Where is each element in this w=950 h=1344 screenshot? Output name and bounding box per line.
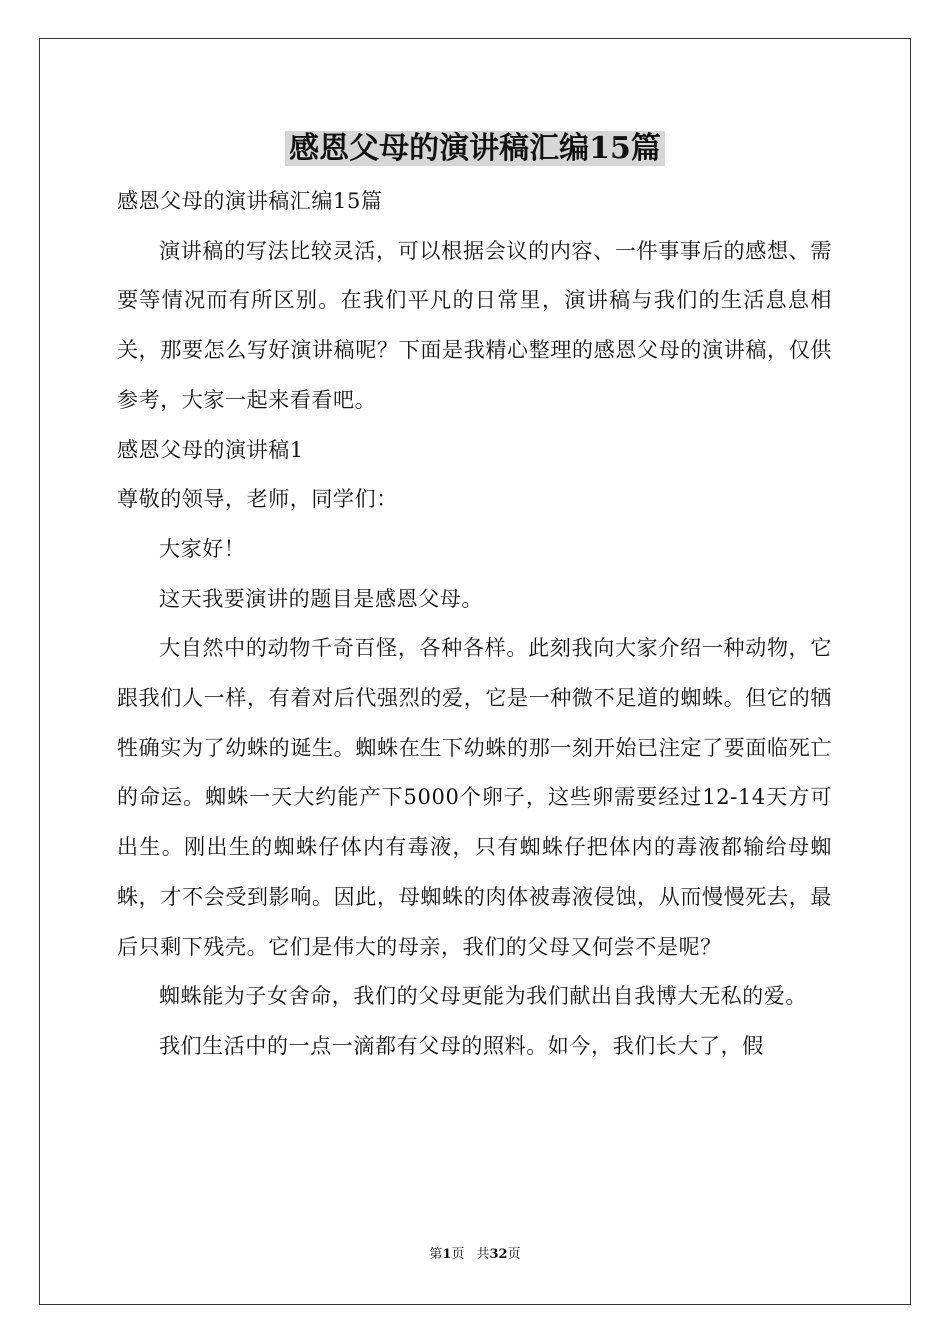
document-title-text: 感恩父母的演讲稿汇编15篇 — [285, 131, 665, 166]
paragraph-care: 我们生活中的一点一滴都有父母的照料。如今，我们长大了，假 — [159, 1033, 764, 1058]
footer-page-number: 1 — [442, 1247, 452, 1262]
section-heading: 感恩父母的演讲稿1 — [117, 437, 304, 462]
paragraph-spider: 大自然中的动物千奇百怪，各种各样。此刻我向大家介绍一种动物，它跟我们人一样，有着对后代强烈的爱，它是一种微不足道的蜘蛛。但它的牺牲确实为了幼蛛的诞生。蜘蛛在生下幼蛛的那一刻开始已注定了要面临死亡的命运。蜘蛛一天大约能产下5000个卵子，这些卵需要经过12-14天方可出生。刚出生的蜘蛛仔体内有毒液，只有蜘蛛仔把体内的毒液都输给母蜘蛛，才不会受到影响。因此，母蜘蛛的肉体被毒液侵蚀，从而慢慢死去，最后只剩下残壳。它们是伟大的母亲，我们的父母又何尝不是呢？ — [117, 636, 832, 959]
footer-page-prefix: 第 — [429, 1247, 443, 1262]
paragraph-subtitle: 感恩父母的演讲稿汇编15篇 — [117, 189, 383, 213]
footer-total-pages: 32 — [489, 1247, 508, 1262]
paragraph-parents-love: 蜘蛛能为子女舍命，我们的父母更能为我们献出自我博大无私的爱。 — [159, 984, 807, 1009]
paragraph-intro: 演讲稿的写法比较灵活，可以根据会议的内容、一件事事后的感想、需要等情况而有所区别。在我们平凡的日常里，演讲稿与我们的生活息息相关，那要怎么写好演讲稿呢？下面是我精心整理的感恩父母的演讲稿，仅供参考，大家一起来看看吧。 — [117, 238, 832, 412]
paragraph-greeting: 大家好！ — [159, 536, 246, 561]
page-footer — [0, 1245, 950, 1265]
footer-page-suffix: 页 — [451, 1247, 465, 1262]
footer-total-prefix: 共 — [476, 1247, 490, 1262]
footer-total-suffix: 页 — [507, 1247, 521, 1262]
paragraph-salutation: 尊敬的领导，老师，同学们： — [117, 487, 398, 512]
paragraph-topic: 这天我要演讲的题目是感恩父母。 — [159, 586, 483, 611]
document-body — [117, 177, 832, 1072]
document-title — [0, 126, 950, 172]
